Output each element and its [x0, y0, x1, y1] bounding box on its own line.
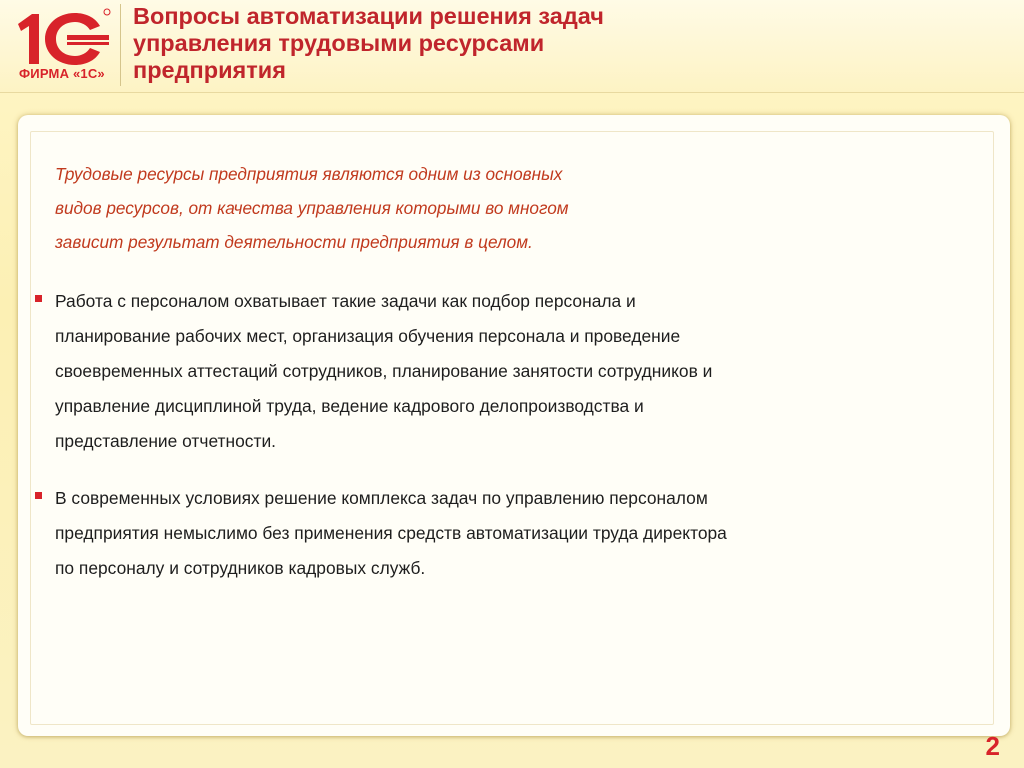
bullet-marker-icon	[35, 295, 42, 302]
bullet-text	[55, 481, 955, 586]
bullet-marker-icon	[35, 492, 42, 499]
bullet-line: по персоналу и сотрудников кадровых служб.	[55, 558, 426, 578]
title-line: предприятия	[133, 57, 286, 83]
intro-line: зависит результат деятельности предприятия в целом.	[55, 232, 533, 252]
bullet-line: предприятия немыслимо без применения средств автоматизации труда директора	[55, 523, 727, 543]
title-line: Вопросы автоматизации решения задач	[133, 3, 604, 29]
bullet-line: представление отчетности.	[55, 431, 276, 451]
header-divider	[120, 4, 121, 86]
slide-title	[133, 3, 733, 84]
slide-header	[0, 0, 1024, 93]
intro-paragraph	[55, 157, 775, 259]
title-line: управления трудовыми ресурсами	[133, 30, 545, 56]
bullet-text	[55, 284, 955, 459]
bullet-line: планирование рабочих мест, организация обучения персонала и проведение	[55, 326, 681, 346]
intro-line: Трудовые ресурсы предприятия являются одним из основных	[55, 164, 563, 184]
bullet-line: своевременных аттестаций сотрудников, планирование занятости сотрудников и	[55, 361, 713, 381]
logo-caption: ФИРМА «1С»	[19, 66, 105, 81]
intro-line: видов ресурсов, от качества управления которыми во многом	[55, 198, 569, 218]
bullet-line: управление дисциплиной труда, ведение кадрового делопроизводства и	[55, 396, 644, 416]
bullet-line: В современных условиях решение комплекса задач по управлению персоналом	[55, 488, 708, 508]
bullet-line: Работа с персоналом охватывает такие задачи как подбор персонала и	[55, 291, 636, 311]
page-number: 2	[985, 731, 1000, 761]
